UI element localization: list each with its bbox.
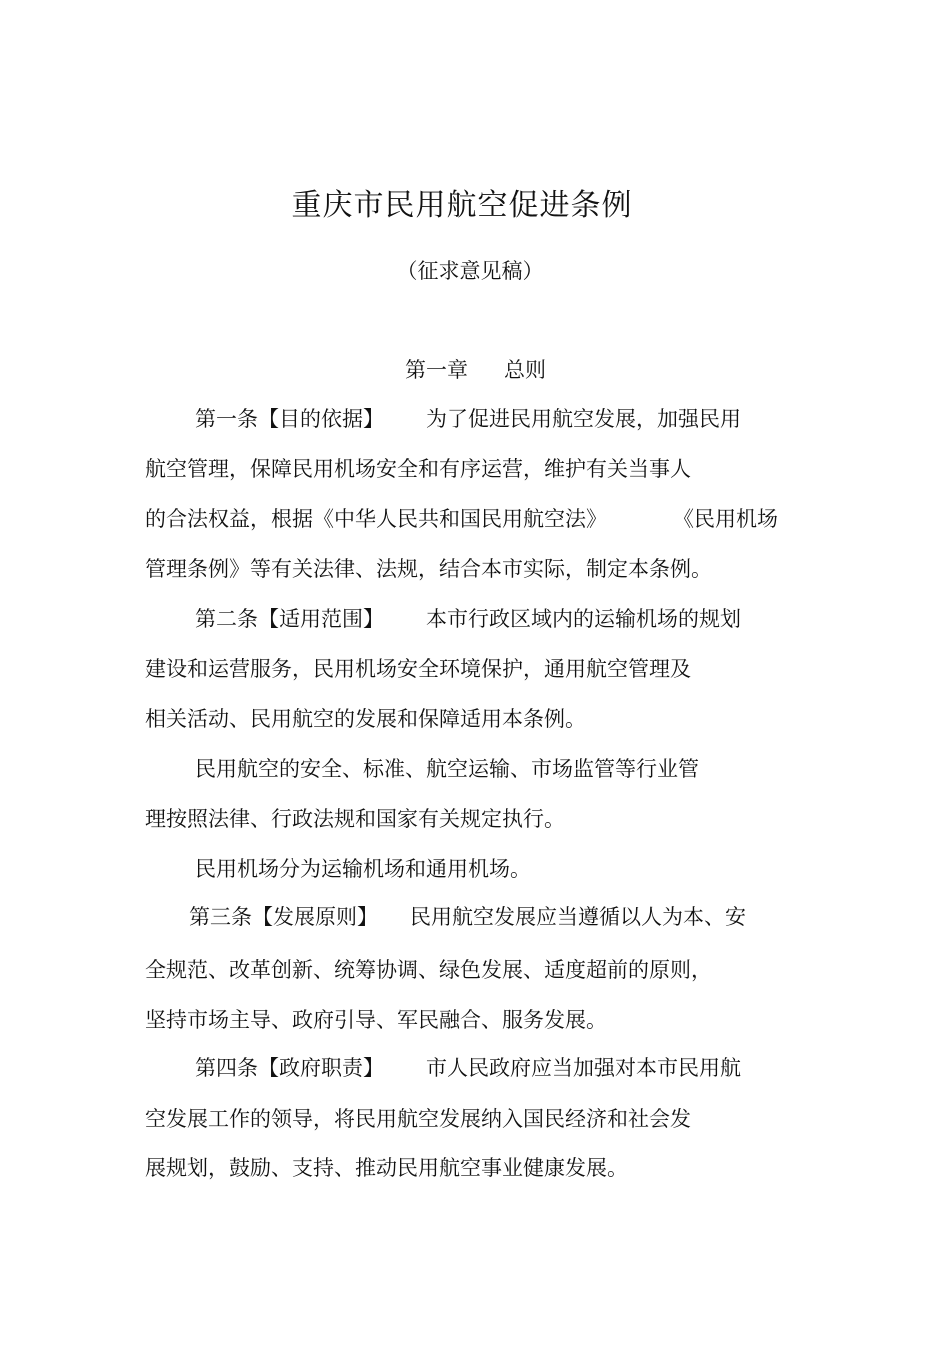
article-4-line-3: 展规划，鼓励、支持、推动民用航空事业健康发展。 bbox=[145, 1156, 628, 1180]
article-2-heading: 第二条【适用范围】 bbox=[195, 607, 384, 631]
article-2-paragraph-2-line-1: 民用航空的安全、标准、航空运输、市场监管等行业管 bbox=[195, 757, 699, 781]
article-3-heading: 第三条【发展原则】 bbox=[189, 905, 378, 929]
chapter-number: 第一章 bbox=[405, 358, 468, 382]
article-3-line-3: 坚持市场主导、政府引导、军民融合、服务发展。 bbox=[145, 1008, 607, 1032]
article-1-line-2: 航空管理，保障民用机场安全和有序运营，维护有关当事人 bbox=[145, 457, 691, 481]
article-2-text: 本市行政区域内的运输机场的规划 bbox=[426, 607, 741, 631]
article-4-line-1 bbox=[195, 1053, 741, 1083]
article-4-heading: 第四条【政府职责】 bbox=[195, 1056, 384, 1080]
article-2-line-3: 相关活动、民用航空的发展和保障适用本条例。 bbox=[145, 707, 586, 731]
article-2-line-2: 建设和运营服务，民用机场安全环境保护，通用航空管理及 bbox=[145, 657, 691, 681]
document-title: 重庆市民用航空促进条例 bbox=[291, 188, 633, 223]
article-2-paragraph-3-line-1: 民用机场分为运输机场和通用机场。 bbox=[195, 857, 531, 881]
article-3-line-1 bbox=[189, 902, 746, 932]
article-1-line-4: 管理条例》等有关法律、法规，结合本市实际，制定本条例。 bbox=[145, 557, 712, 581]
article-1-text: 的合法权益，根据《中华人民共和国民用航空法》 bbox=[145, 507, 607, 531]
article-3-text: 民用航空发展应当遵循以人为本、安 bbox=[410, 905, 746, 929]
article-1-text: 《民用机场 bbox=[673, 507, 778, 531]
article-1-line-1 bbox=[195, 404, 741, 434]
article-2-line-1 bbox=[195, 604, 741, 634]
article-1-line-3 bbox=[145, 504, 778, 534]
document-subtitle: （征求意见稿） bbox=[396, 259, 544, 283]
article-4-text: 市人民政府应当加强对本市民用航 bbox=[426, 1056, 741, 1080]
article-3-line-2: 全规范、改革创新、统筹协调、绿色发展、适度超前的原则， bbox=[145, 958, 712, 982]
chapter-heading bbox=[405, 355, 546, 385]
article-2-paragraph-2-line-2: 理按照法律、行政法规和国家有关规定执行。 bbox=[145, 807, 565, 831]
article-1-text: 为了促进民用航空发展，加强民用 bbox=[426, 407, 741, 431]
article-1-heading: 第一条【目的依据】 bbox=[195, 407, 384, 431]
article-4-line-2: 空发展工作的领导，将民用航空发展纳入国民经济和社会发 bbox=[145, 1107, 691, 1131]
chapter-name: 总则 bbox=[504, 358, 546, 382]
